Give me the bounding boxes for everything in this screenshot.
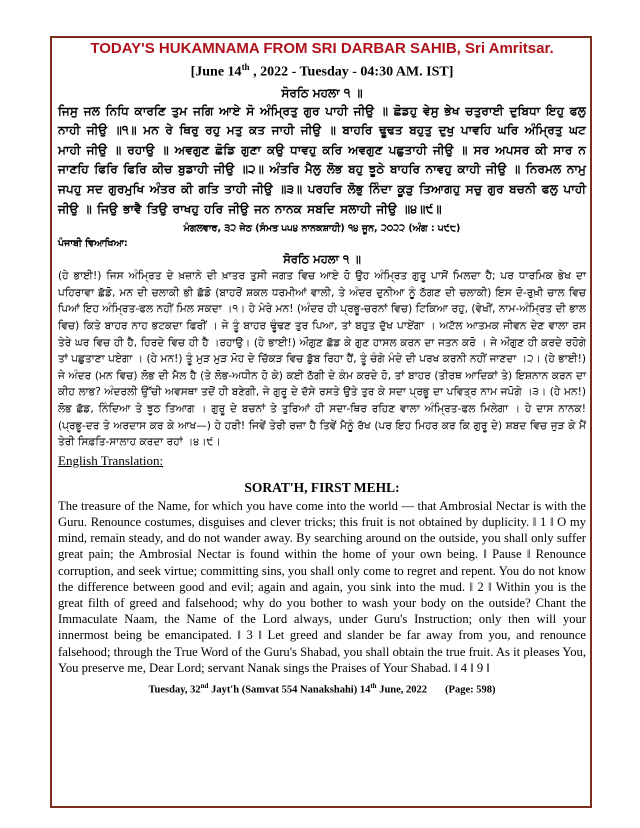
english-translation-label: English Translation: — [58, 452, 164, 468]
footer-date-c: June, 2022 — [376, 684, 428, 696]
footer-sup-a: nd — [200, 681, 209, 690]
header-date-rest: , 2022 - Tuesday - 04:30 AM. IST] — [249, 64, 454, 80]
footer-date-a: Tuesday, 32 — [148, 684, 201, 696]
footer-date-line — [58, 678, 586, 699]
header-date-sup: th — [241, 62, 250, 72]
punjabi-vyakhya-label: ਪੰਜਾਬੀ ਵਿਆਖਿਆ: — [58, 238, 128, 250]
punjabi-vyakhya-text: (ਹੇ ਭਾਈ!) ਜਿਸ ਅੰਮ੍ਰਿਤ ਦੇ ਖ਼ਜ਼ਾਨੇ ਦੀ ਖ਼ਾਤਰ ਤੁਸੀ ਜਗਤ ਵਿਚ ਆਏ ਹੋ ਉਹ ਅੰਮ੍ਰਿਤ ਗੁਰੂ ਪਾਸੋਂ ਮਿਲਦਾ ਹੈ; ਪਰ ਧਾਰਮਿਕ ਭੇਖ ਦਾ ਪਹਿਰਾਵਾ ਛੱਡੋ, ਮਨ ਦੀ ਚਲਾਕੀ ਭੀ ਛੱਡੋ (ਬਾਹਰੋਂ ਸ਼ਕਲ ਧਰਮੀਆਂ ਵਾਲੀ, ਤੇ ਅੰਦਰ ਦੁਨੀਆ ਨੂੰ ਠੱਗਣ ਦੀ ਚਲਾਕੀ) ਇਸ ਦੋ-ਰੁਖ਼ੀ ਚਾਲ ਵਿਚ ਪਿਆਂ ਇਹ ਅੰਮ੍ਰਿਤ-ਫਲ ਨਹੀਂ ਮਿਲ ਸਕਦਾ ।੧। ਹੇ ਮੇਰੇ ਮਨ! (ਅੰਦਰ ਹੀ ਪ੍ਰਭੂ-ਚਰਨਾਂ ਵਿਚ) ਟਿਕਿਆ ਰਹੁ, (ਵੇਖੀਂ, ਨਾਮ-ਅੰਮ੍ਰਿਤ ਦੀ ਭਾਲ ਵਿਚ) ਕਿਤੇ ਬਾਹਰ ਨਾਹ ਭਟਕਦਾ ਫਿਰੀਂ । ਜੇ ਤੂੰ ਬਾਹਰ ਢੂੰਢਣ ਤੁਰ ਪਿਆ, ਤਾਂ ਬਹੁਤ ਦੁੱਖ ਪਾਏਂਗਾ । ਅਟੱਲ ਆਤਮਕ ਜੀਵਨ ਦੇਣ ਵਾਲਾ ਰਸ ਤੇਰੇ ਘਰ ਵਿਚ ਹੀ ਹੈ, ਹਿਰਦੇ ਵਿਚ ਹੀ ਹੈ ।ਰਹਾਉ। (ਹੇ ਭਾਈ!) ਔਗੁਣ ਛੱਡ ਕੇ ਗੁਣ ਹਾਸਲ ਕਰਨ ਦਾ ਜਤਨ ਕਰੋ । ਜੇ ਔਗੁਣ ਹੀ ਕਰਦੇ ਰਹੋਗੇ ਤਾਂ ਪਛੁਤਾਣਾ ਪਏਗਾ । (ਹੇ ਮਨ!) ਤੂੰ ਮੁੜ ਮੁੜ ਮੋਹ ਦੇ ਚਿੱਕੜ ਵਿਚ ਡੁੱਬ ਰਿਹਾ ਹੈਂ, ਤੂੰ ਚੰਗੇ ਮੰਦੇ ਦੀ ਪਰਖ ਕਰਨੀ ਨਹੀਂ ਜਾਣਦਾ ।੨। (ਹੇ ਭਾਈ!) ਜੇ ਅੰਦਰ (ਮਨ ਵਿਚ) ਲੋਭ ਦੀ ਮੈਲ ਹੈ (ਤੇ ਲੋਭ-ਅਧੀਨ ਹੋ ਕੇ) ਕਈ ਠੱਗੀ ਦੇ ਕੰਮ ਕਰਦੇ ਹੋ, ਤਾਂ ਬਾਹਰ (ਤੀਰਥ ਆਦਿਕਾਂ ਤੇ) ਇਸ਼ਨਾਨ ਕਰਨ ਦਾ ਕੀਹ ਲਾਭ? ਅੰਦਰਲੀ ਉੱਚੀ ਅਵਸਥਾ ਤਦੋਂ ਹੀ ਬਣੇਗੀ, ਜੇ ਗੁਰੂ ਦੇ ਦੱਸੇ ਰਸਤੇ ਉਤੇ ਤੁਰ ਕੇ ਸਦਾ ਪ੍ਰਭੂ ਦਾ ਪਵਿਤ੍ਰ ਨਾਮ ਜਪੋਗੇ ।੩। (ਹੇ ਮਨ!) ਲੋਭ ਛੱਡ, ਨਿੰਦਿਆ ਤੇ ਝੂਠ ਤਿਆਗ । ਗੁਰੂ ਦੇ ਬਚਨਾਂ ਤੇ ਤੁਰਿਆਂ ਹੀ ਸਦਾ-ਥਿਰ ਰਹਿਣ ਵਾਲਾ ਅੰਮ੍ਰਿਤ-ਫਲ ਮਿਲੇਗਾ । ਹੇ ਦਾਸ ਨਾਨਕ! (ਪ੍ਰਭੂ-ਦਰ ਤੇ ਅਰਦਾਸ ਕਰ ਕੇ ਆਖ—) ਹੇ ਹਰੀ! ਜਿਵੇਂ ਤੇਰੀ ਰਜ਼ਾ ਹੈ ਤਿਵੇਂ ਮੈਨੂੰ ਰੱਖ (ਪਰ ਇਹ ਮਿਹਰ ਕਰ ਕਿ ਗੁਰੂ ਦੇ) ਸ਼ਬਦ ਵਿਚ ਜੁੜ ਕੇ ਮੈਂ ਤੇਰੀ ਸਿਫ਼ਤਿ-ਸਾਲਾਹ ਕਰਦਾ ਰਹਾਂ ।੪।੯। — [58, 270, 586, 449]
header-date — [58, 58, 586, 82]
page-content — [58, 40, 586, 698]
gurmukhi-shabad: ਜਿਸੁ ਜਲ ਨਿਧਿ ਕਾਰਣਿ ਤੁਮ ਜਗਿ ਆਏ ਸੋ ਅੰਮ੍ਰਿਤੁ ਗੁਰ ਪਾਹੀ ਜੀਉ ॥ ਛੋਡਹੁ ਵੇਸੁ ਭੇਖ ਚਤੁਰਾਈ ਦੁਬਿਧਾ ਇਹੁ ਫਲੁ ਨਾਹੀ ਜੀਉ ॥੧॥ ਮਨ ਰੇ ਥਿਰੁ ਰਹੁ ਮਤੁ ਕਤ ਜਾਹੀ ਜੀਉ ॥ ਬਾਹਰਿ ਢੂਢਤ ਬਹੁਤੁ ਦੁਖੁ ਪਾਵਹਿ ਘਰਿ ਅੰਮ੍ਰਿਤੁ ਘਟ ਮਾਹੀ ਜੀਉ ॥ ਰਹਾਉ ॥ ਅਵਗੁਣ ਛੋਡਿ ਗੁਣਾ ਕਉ ਧਾਵਹੁ ਕਰਿ ਅਵਗੁਣ ਪਛੁਤਾਹੀ ਜੀਉ ॥ ਸਰ ਅਪਸਰ ਕੀ ਸਾਰ ਨ ਜਾਣਹਿ ਫਿਰਿ ਫਿਰਿ ਕੀਚ ਬੁਡਾਹੀ ਜੀਉ ॥੨॥ ਅੰਤਰਿ ਮੈਲੁ ਲੋਭ ਬਹੁ ਝੂਠੇ ਬਾਹਰਿ ਨਾਵਹੁ ਕਾਹੀ ਜੀਉ ॥ ਨਿਰਮਲ ਨਾਮੁ ਜਪਹੁ ਸਦ ਗੁਰਮੁਖਿ ਅੰਤਰ ਕੀ ਗਤਿ ਤਾਹੀ ਜੀਉ ॥੩॥ ਪਰਹਰਿ ਲੋਭੁ ਨਿੰਦਾ ਕੂੜੁ ਤਿਆਗਹੁ ਸਚੁ ਗੁਰ ਬਚਨੀ ਫਲੁ ਪਾਹੀ ਜੀਉ ॥ ਜਿਉ ਭਾਵੈ ਤਿਉ ਰਾਖਹੁ ਹਰਿ ਜੀਉ ਜਨ ਨਾਨਕ ਸਬਦਿ ਸਲਾਹੀ ਜੀਉ ॥੪॥੯॥ — [58, 103, 586, 216]
footer-date-b: Jayt'h (Samvat 554 Nanakshahi) 14 — [208, 684, 371, 696]
english-heading: SORAT'H, FIRST MEHL: — [244, 479, 400, 495]
gurmukhi-date-line: ਮੰਗਲਵਾਰ, ੩੨ ਜੇਠ (ਸੰਮਤ ੫੫੪ ਨਾਨਕਸ਼ਾਹੀ) ੧੪ ਜੂਨ, ੨੦੨੨ (ਅੰਗ : ੫੯੮) — [183, 223, 461, 235]
page-title: TODAY'S HUKAMNAMA FROM SRI DARBAR SAHIB, Sri Amritsar. — [90, 40, 554, 57]
punjabi-vyakhya-heading: ਸੋਰਠਿ ਮਹਲਾ ੧ ॥ — [283, 252, 361, 267]
header-date-open: [June 14 — [190, 64, 242, 80]
footer-sup-b: th — [370, 681, 377, 690]
english-translation-text: The treasure of the Name, for which you have come into the world — that Ambrosial Nectar is with the Guru. Renounce costumes, disguises and clever tricks; this fruit is not obtained by duplicity. ‖ 1 ‖ O my mind, remain steady, and do not wander away. By searching around on the outside, you shall only suffer great pain; the Ambrosial Nectar is found within the home of your own being. ‖ Pause ‖ Renounce corruption, and seek virtue; committing sins, you shall only come to regret and repent. You do not know the difference between good and evil; again and again, you sink into the mud. ‖ 2 ‖ Within you is the great filth of greed and falsehood; why do you bother to wash your body on the outside? Chant the Immaculate Naam, the Name of the Lord always, under Guru's Instruction; only then will your innermost being be emancipated. ‖ 3 ‖ Let greed and slander be far away from you, and renounce falsehood; through the True Word of the Guru's Shabad, you shall obtain the true fruit. As it pleases You, You preserve me, Dear Lord; servant Nanak sings the Praises of Your Shabad. ‖ 4 ‖ 9 ‖ — [58, 498, 586, 675]
footer-page-ref: (Page: 598) — [445, 684, 496, 696]
gurmukhi-heading: ਸੋਰਠਿ ਮਹਲਾ ੧ ॥ — [281, 85, 363, 100]
